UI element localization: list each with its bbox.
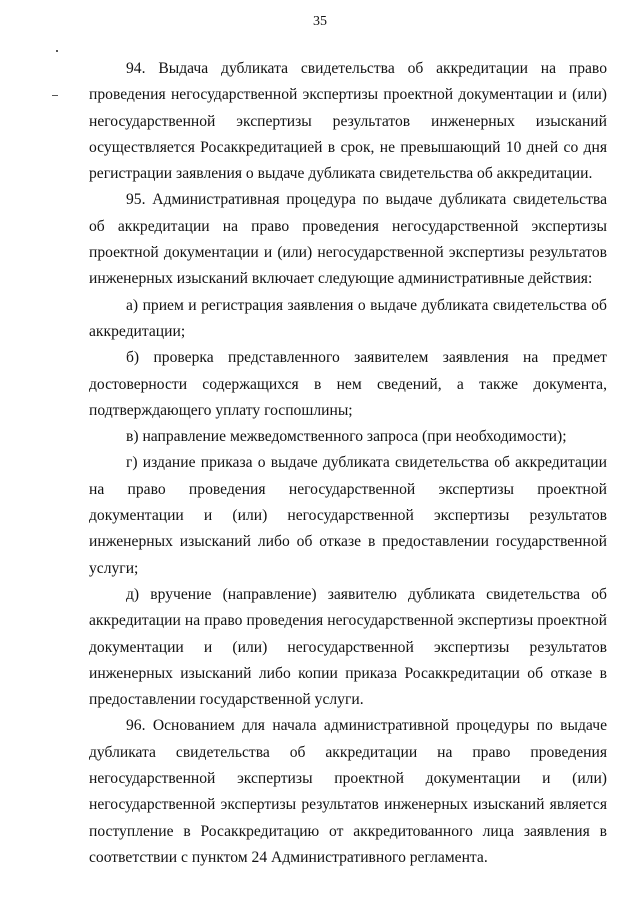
list-item-a: а) прием и регистрация заявления о выдаче дубликата свидетельства об аккредитации; bbox=[89, 296, 607, 340]
list-item-g: г) издание приказа о выдаче дубликата свидетельства об аккредитации на право проведения негосударственной экспертизы проектной документации и (или) негосударственной экспертизы результатов инженерных изысканий либо об отказе в предоставлении государственной услуги; bbox=[89, 454, 607, 577]
document-body bbox=[89, 56, 607, 871]
scan-artifact-dash bbox=[52, 95, 58, 96]
paragraph-96: 96. Основанием для начала административной процедуры по выдаче дубликата свидетельства об аккредитации на право проведения негосударственной экспертизы проектной документации и (или) негосударственной экспертизы результатов инженерных изысканий является поступление в Росаккредитацию от аккредитованного лица заявления в соответствии с пунктом 24 Административного регламента. bbox=[89, 717, 607, 866]
list-item-d: д) вручение (направление) заявителю дубликата свидетельства об аккредитации на право проведения негосударственной экспертизы проектной документации и (или) негосударственной экспертизы результатов инженерных изысканий либо копии приказа Росаккредитации об отказе в предоставлении государственной услуги. bbox=[89, 585, 607, 709]
scan-artifact-dot bbox=[56, 50, 58, 52]
list-item-b: б) проверка представленного заявителем заявления на предмет достоверности содержащихся в нем сведений, а также документа, подтверждающего уплату госпошлины; bbox=[89, 349, 607, 419]
paragraph-95: 95. Административная процедура по выдаче дубликата свидетельства об аккредитации на право проведения негосударственной экспертизы проектной документации и (или) негосударственной экспертизы результатов инженерных изысканий включает следующие административные действия: bbox=[89, 191, 607, 288]
page-number: 35 bbox=[313, 14, 327, 29]
list-item-v: в) направление межведомственного запроса (при необходимости); bbox=[126, 428, 567, 446]
paragraph-94: 94. Выдача дубликата свидетельства об аккредитации на право проведения негосударственной экспертизы проектной документации и (или) негосударственной экспертизы результатов инженерных изысканий осуществляется Росаккредитацией в срок, не превышающий 10 дней со дня регистрации заявления о выдаче дубликата свидетельства об аккредитации. bbox=[89, 60, 607, 183]
